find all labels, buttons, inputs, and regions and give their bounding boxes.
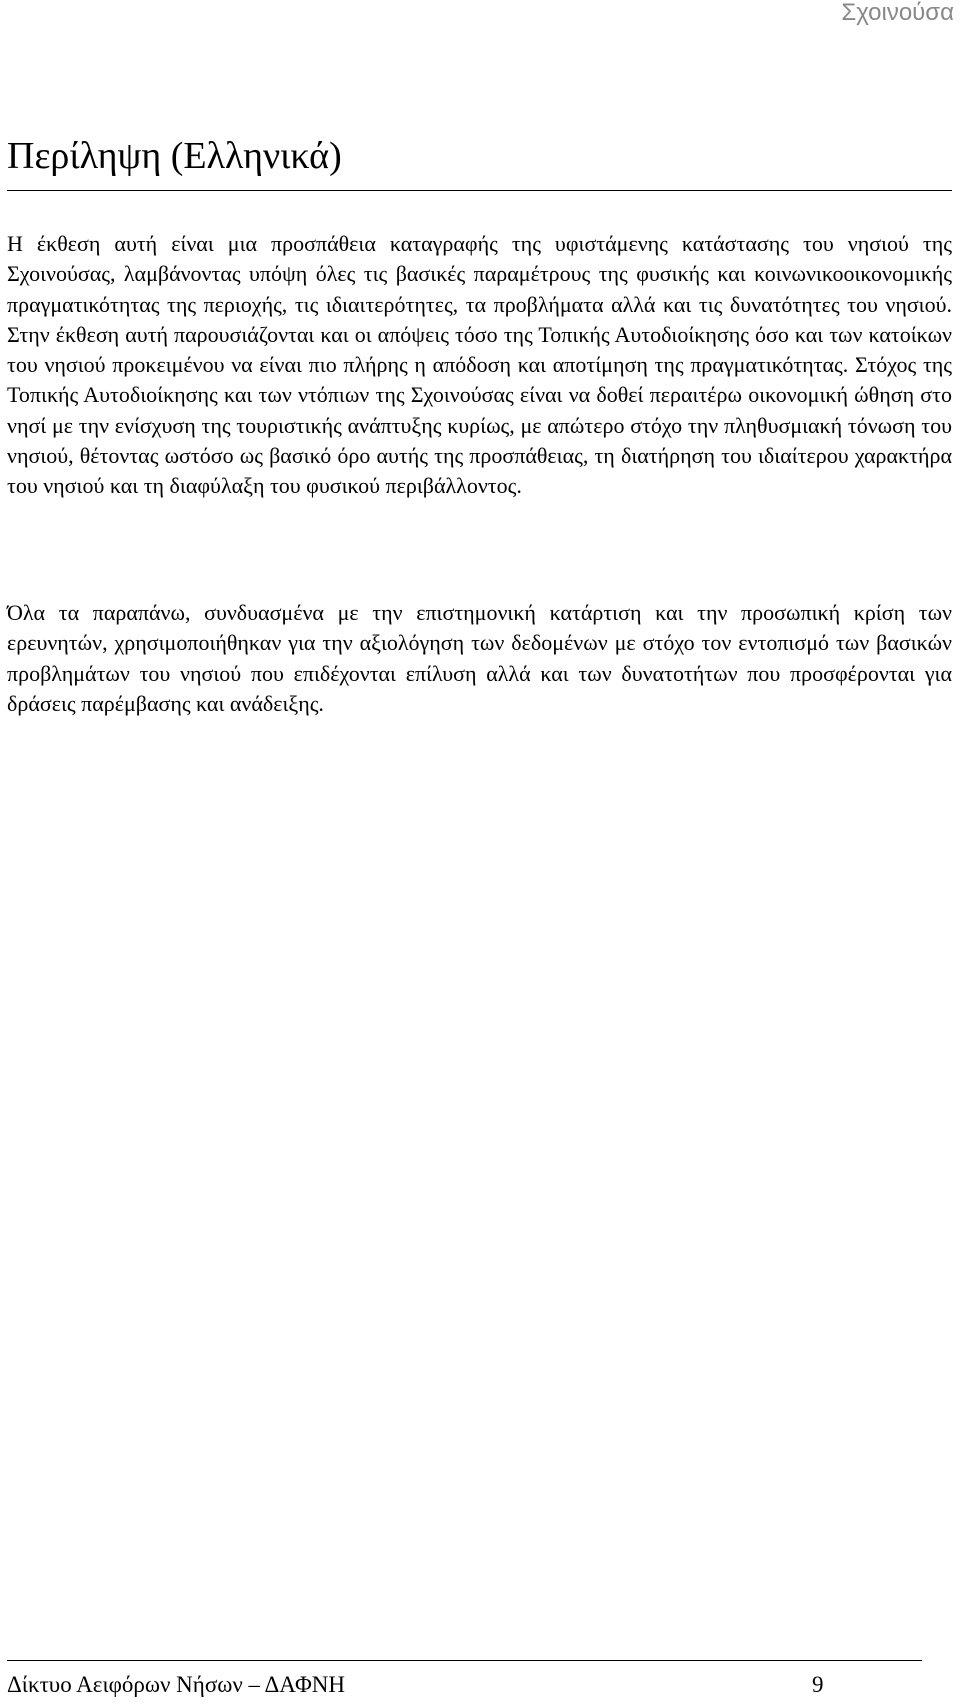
footer-divider — [7, 1660, 922, 1661]
summary-paragraph-1: Η έκθεση αυτή είναι μια προσπάθεια καταγραφής της υφιστάμενης κατάστασης του νησιού της Σχοινούσας, λαμβάνοντας υπόψη όλες τις βασικές παραμέτρους της φυσικής και κοινωνικοοικονομικής πραγματικότητας της περιοχής, τις ιδιαιτερότητες, τα προβλήματα αλλά και τις δυνατότητες του νησιού. Στην έκθεση αυτή παρουσιάζονται και οι απόψεις τόσο της Τοπικής Αυτοδιοίκησης όσο και των κατοίκων του νησιού προκειμένου να είναι πιο πλήρης η απόδοση και αποτίμηση της πραγματικότητας. Στόχος της Τοπικής Αυτοδιοίκησης και των ντόπιων της Σχοινούσας είναι να δοθεί περαιτέρω οικονομική ώθηση στο νησί με την ενίσχυση της τουριστικής ανάπτυξης κυρίως, με απώτερο στόχο την πληθυσμιακή τόνωση του νησιού, θέτοντας ωστόσο ως βασικό όρο αυτής της προσπάθειας, τη διατήρηση του ιδιαίτερου χαρακτήρα του νησιού και τη διαφύλαξη του φυσικού περιβάλλοντος. — [7, 231, 952, 499]
heading-divider — [7, 190, 952, 191]
page-number: 9 — [812, 1672, 824, 1697]
running-header-title: Σχοινούσα — [841, 0, 954, 26]
summary-paragraph-2: Όλα τα παραπάνω, συνδυασμένα με την επιστημονική κατάρτιση και την προσωπική κρίση των ερευνητών, χρησιμοποιήθηκαν για την αξιολόγηση των δεδομένων με στόχο τον εντοπισμό των βασικών προβλημάτων του νησιού που επιδέχονται επίλυση αλλά και των δυνατοτήτων που προσφέρονται για δράσεις παρέμβασης και ανάδειξης. — [7, 600, 952, 716]
footer-network-name: Δίκτυο Αειφόρων Νήσων – ΔΑΦΝΗ — [7, 1672, 345, 1697]
section-heading: Περίληψη (Ελληνικά) — [7, 135, 342, 177]
